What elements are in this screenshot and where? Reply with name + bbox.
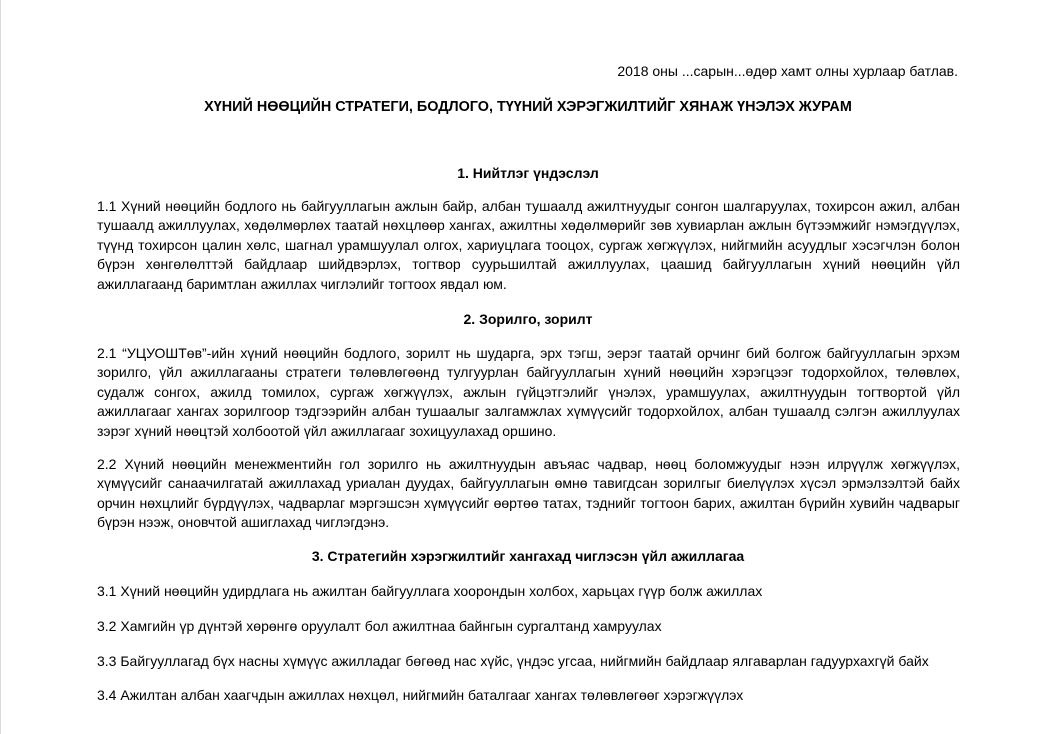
section-1-heading: 1. Нийтлэг үндэслэл (457, 165, 599, 181)
list-item-3-1: 3.1 Хүний нөөцийн удирдлага нь ажилтан байгууллага хоорондын холбох, харьцах гүүр болж ажиллах (97, 583, 763, 599)
paragraph-2-2: 2.2 Хүний нөөцийн менежментийн гол зорилго нь ажилтнуудын авъяас чадвар, нөөц боломжуудыг нээн илрүүлж хөгжүүлэх, хүмүүсийг санаачилгатай ажиллахад уриалан дуудах, байгууллагын өмнө тавигдсан зорилгыг биелүүлэх хүсэл эрмэлзэлтэй байх орчин нөхцлийг бүрдүүлэх, чадварлаг мэргэшсэн хүмүүсийг өөртөө татах, тэднийг тогтоон барих, ажилтан бүрийн хувийн чадварыг бүрэн нээж, оновчтой ашиглахад чиглэгдэнэ. (97, 456, 960, 531)
paragraph-1-1: 1.1 Хүний нөөцийн бодлого нь байгууллагын ажлын байр, албан тушаалд ажилтнуудыг сонгон шалгаруулах, тохирсон ажил, албан тушаалд ажиллуулах, хөдөлмөрлөх таатай нөхцлөөр хангах, ажилтны хөдөлмөрийг зөв хувиарлан ажлын бүтээмжийг нэмэгдүүлэх, түүнд тохирсон цалин хөлс, шагнал урамшуулал олгох, хариуцлага тооцох, сургаж хөгжүүлэх, нийгмийн асуудлыг хэсэгчлэн болон бүрэн хөнгөлөлттэй байдлаар шийдвэрлэх, тогтвор суурьшилтай ажиллуулах, цаашид байгууллагын хүний нөөцийн үйл ажиллагаанд баримтлан ажиллах чиглэлийг тогтоох явдал юм. (97, 198, 960, 292)
document-title: ХҮНИЙ НӨӨЦИЙН СТРАТЕГИ, БОДЛОГО, ТҮҮНИЙ ХЭРЭГЖИЛТИЙГ ХЯНАЖ ҮНЭЛЭХ ЖУРАМ (204, 99, 852, 115)
section-3-heading: 3. Стратегийн хэрэгжилтийг хангахад чиглэсэн үйл ажиллагаа (311, 548, 745, 564)
list-item-3-4: 3.4 Ажилтан албан хаагчдын ажиллах нөхцөл, нийгмийн баталгааг хангах төлөвлөгөөг хэрэгжүүлэх (97, 687, 744, 703)
list-item-3-2: 3.2 Хамгийн үр дүнтэй хөрөнгө оруулалт бол ажилтнаа байнгын сургалтанд хамруулах (97, 618, 662, 634)
list-item-3-3: 3.3 Байгууллагад бүх насны хүмүүс ажилладаг бөгөөд нас хүйс, үндэс угсаа, нийгмийн байдлаар ялгаварлан гадуурхахгүй байх (97, 653, 929, 669)
paragraph-2-1: 2.1 “УЦУОШТөв”-ийн хүний нөөцийн бодлого, зорилт нь шударга, эрх тэгш, эерэг таатай орчинг бий болгож байгууллагын эрхэм зорилго, үйл ажиллагааны стратеги төлөвлөгөөнд тулгуурлан байгууллагын хүний нөөцийн хэрэгцээг тодорхойлох, төлөвлөх, судалж сонгох, ажилд томилох, сургаж хөгжүүлэх, ажлын гүйцэтгэлийг үнэлэх, урамшуулах, ажилтнуудын тогтвортой үйл ажиллагааг хангах зорилгоор тэдгээрийн албан тушаалыг залгамжлах хүмүүсийг тодорхойлох, албан тушаалд сэлгэн ажиллуулах зэрэг хүний нөөцтэй холбоотой үйл ажиллагааг зохицуулахад оршино. (97, 345, 960, 439)
approval-note: 2018 оны ...сарын...өдөр хамт олны хурлаар батлав. (617, 63, 958, 79)
section-2-heading: 2. Зорилго, зорилт (463, 311, 593, 327)
